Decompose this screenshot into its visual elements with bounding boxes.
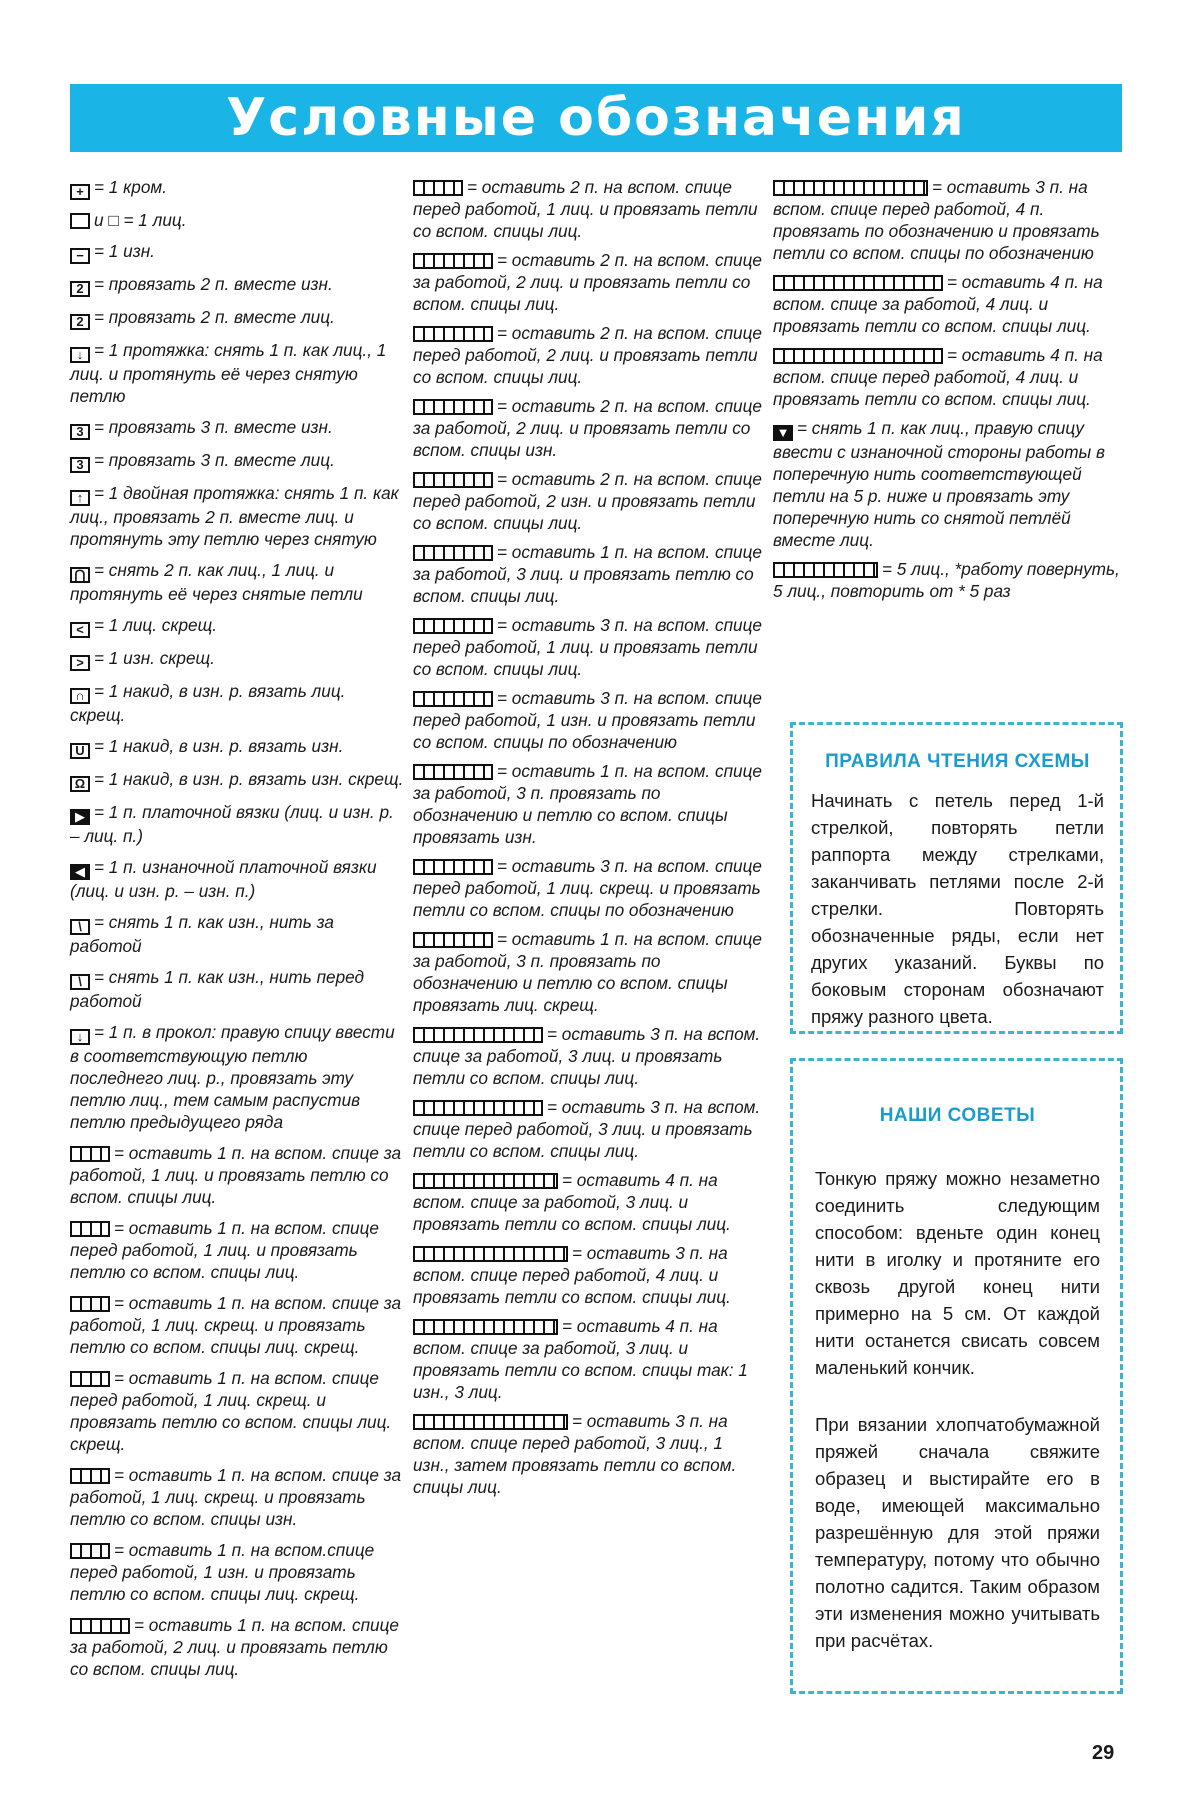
knitting-symbol-icon xyxy=(413,1173,558,1189)
legend-entry xyxy=(70,856,405,902)
legend-column-3 xyxy=(773,176,1123,609)
knitting-symbol-icon xyxy=(70,1468,110,1484)
legend-entry xyxy=(70,647,405,671)
legend-text: = 1 п. в прокол: правую спицу ввести в соответствующую петлю последнего лиц. р., провязать эту петлю лиц., тем самым распустив петлю предыдущего ряда xyxy=(70,1022,395,1132)
legend-column-2 xyxy=(413,176,763,1505)
legend-entry xyxy=(70,1367,405,1455)
legend-entry xyxy=(70,768,405,792)
legend-text: = оставить 1 п. на вспом.спице перед работой, 1 изн. и провязать петлю со вспом. спицы лиц. скрещ. xyxy=(70,1540,375,1604)
legend-entry xyxy=(413,687,763,753)
legend-entry xyxy=(70,1292,405,1358)
legend-entry xyxy=(70,273,405,297)
legend-entry xyxy=(413,1169,763,1235)
knitting-symbol-icon: ▶ xyxy=(70,809,90,825)
knitting-symbol-icon xyxy=(70,1146,110,1162)
legend-entry xyxy=(413,1242,763,1308)
tips-box xyxy=(790,1058,1123,1694)
legend-text: и □ = 1 лиц. xyxy=(94,210,187,230)
knitting-symbol-icon xyxy=(413,399,493,415)
knitting-symbol-icon xyxy=(413,764,493,780)
legend-text: = 1 п. платочной вязки (лиц. и изн. р. – лиц. п.) xyxy=(70,802,394,846)
reading-rules-box xyxy=(790,722,1123,1034)
legend-text: = оставить 2 п. на вспом. спице за работой, 2 лиц. и провязать петли со вспом. спицы изн. xyxy=(413,396,762,460)
knitting-symbol-icon: \ xyxy=(70,974,90,990)
legend-text: = 1 кром. xyxy=(94,177,167,197)
knitting-symbol-icon xyxy=(413,1246,568,1262)
legend-entry xyxy=(70,209,405,231)
legend-text: = оставить 1 п. на вспом. спице за работой, 1 лиц. и провязать петлю со вспом. спицы лиц. xyxy=(70,1143,402,1207)
legend-text: = оставить 2 п. на вспом. спице перед работой, 1 лиц. и провязать петли со вспом. спицы лиц. xyxy=(413,177,758,241)
knitting-symbol-icon xyxy=(70,1371,110,1387)
tips-paragraph-1: Тонкую пряжу можно незаметно соединить следующим способом: вденьте один конец нити в иголку и протяните его сквозь другой конец нити примерно на 5 см. От каждой нити останется свисать совсем маленький кончик. xyxy=(815,1168,1100,1378)
knitting-symbol-icon xyxy=(413,326,493,342)
legend-text: = оставить 1 п. на вспом. спице за работой, 3 п. провязать по обозначению и петлю со вспом. спицы провязать изн. xyxy=(413,761,762,847)
knitting-symbol-icon xyxy=(773,180,928,196)
legend-text: = оставить 1 п. на вспом. спице перед работой, 1 лиц. скрещ. и провязать петлю со вспом. спицы лиц. скрещ. xyxy=(70,1368,392,1454)
legend-entry xyxy=(70,416,405,440)
legend-text: = оставить 1 п. на вспом. спице за работой, 3 п. провязать по обозначению и петлю со вспом. спицы провязать лиц. скрещ. xyxy=(413,929,762,1015)
knitting-symbol-icon xyxy=(773,348,943,364)
knitting-symbol-icon xyxy=(413,545,493,561)
legend-entry xyxy=(70,306,405,330)
legend-text: = оставить 3 п. на вспом. спице перед работой, 4 лиц. и провязать петли со вспом. спицы лиц. xyxy=(413,1243,731,1307)
legend-text: = оставить 1 п. на вспом. спице за работой, 3 лиц. и провязать петлю со вспом. спицы лиц. xyxy=(413,542,762,606)
knitting-symbol-icon: ∩ xyxy=(70,688,90,704)
legend-entry xyxy=(413,541,763,607)
legend-text: = оставить 3 п. на вспом. спице перед работой, 4 п. провязать по обозначению и провязать петли со вспом. спицы по обозначению xyxy=(773,177,1100,263)
reading-rules-title: ПРАВИЛА ЧТЕНИЯ СХЕМЫ xyxy=(825,751,1090,772)
knitting-symbol-icon: − xyxy=(70,248,90,264)
legend-entry xyxy=(413,249,763,315)
legend-text: = оставить 4 п. на вспом. спице за работой, 4 лиц. и провязать петли со вспом. спицы лиц. xyxy=(773,272,1103,336)
legend-text: = оставить 3 п. на вспом. спице за работой, 3 лиц. и провязать петли со вспом. спицы лиц. xyxy=(413,1024,761,1088)
legend-text: = 1 накид, в изн. р. вязать изн. xyxy=(94,736,344,756)
legend-text: = провязать 2 п. вместе лиц. xyxy=(94,307,335,327)
knitting-symbol-icon: + xyxy=(70,184,90,200)
legend-text: = 5 лиц., *работу повернуть, 5 лиц., повторить от * 5 раз xyxy=(773,559,1120,601)
knitting-symbol-icon: ↓ xyxy=(70,1029,90,1045)
knitting-symbol-icon xyxy=(413,180,463,196)
legend-text: = снять 1 п. как изн., нить за работой xyxy=(70,912,334,956)
knitting-symbol-icon: ▼ xyxy=(773,425,793,441)
knitting-symbol-icon xyxy=(413,618,493,634)
legend-entry xyxy=(70,1217,405,1283)
legend-column-1 xyxy=(70,176,405,1689)
legend-entry xyxy=(70,735,405,759)
knitting-symbol-icon xyxy=(413,691,493,707)
tips-paragraph-2: При вязании хлопчатобумажной пряжей сначала свяжите образец и выстирайте его в воде, имеющей максимально разрешённую для этой пряжи температуру, потому что обычно полотно садится. Таким образом эти изменения можно учитывать при расчётах. xyxy=(815,1414,1100,1651)
knitting-symbol-icon xyxy=(413,472,493,488)
knitting-symbol-icon: 3 xyxy=(70,424,90,440)
legend-entry xyxy=(413,1410,763,1498)
knitting-symbol-icon xyxy=(773,562,878,578)
legend-text: = снять 1 п. как лиц., правую спицу ввести с изнаночной стороны работы в поперечную нить соответствующей петли на 5 р. ниже и провязать эту поперечную нить со снятой петлёй вместе лиц. xyxy=(773,418,1105,550)
knitting-symbol-icon xyxy=(413,253,493,269)
legend-entry xyxy=(70,240,405,264)
legend-text: = провязать 2 п. вместе изн. xyxy=(94,274,333,294)
legend-text: = оставить 3 п. на вспом. спице перед работой, 3 лиц. и провязать петли со вспом. спицы лиц. xyxy=(413,1097,761,1161)
knitting-symbol-icon xyxy=(413,932,493,948)
legend-text: = оставить 2 п. на вспом. спице перед работой, 2 изн. и провязать петли со вспом. спицы лиц. xyxy=(413,469,762,533)
legend-text: = оставить 4 п. на вспом. спице перед работой, 4 лиц. и провязать петли со вспом. спицы лиц. xyxy=(773,345,1103,409)
knitting-symbol-icon: 2 xyxy=(70,281,90,297)
legend-entry xyxy=(413,468,763,534)
legend-text: = 1 двойная протяжка: снять 1 п. как лиц., провязать 2 п. вместе лиц. и протянуть эту петлю через снятую xyxy=(70,483,399,549)
knitting-symbol-icon: 2 xyxy=(70,314,90,330)
knitting-symbol-icon xyxy=(413,1319,558,1335)
knitting-symbol-icon xyxy=(70,1618,130,1634)
legend-text: = 1 накид, в изн. р. вязать изн. скрещ. xyxy=(94,769,404,789)
reading-rules-text: Начинать с петель перед 1-й стрелкой, повторять петли раппорта между стрелками, заканчивать петлями после 2-й стрелки. Повторять обозначенные ряды, если нет других указаний. Буквы по боковым сторонам обозначают пряжу разного цвета. xyxy=(811,790,1104,1027)
knitting-symbol-icon xyxy=(413,859,493,875)
knitting-symbol-icon: ↓ xyxy=(70,347,90,363)
page-number: 29 xyxy=(1092,1742,1115,1764)
legend-text: = 1 изн. скрещ. xyxy=(94,648,215,668)
legend-entry xyxy=(413,322,763,388)
legend-entry xyxy=(773,176,1123,264)
legend-text: = оставить 4 п. на вспом. спице за работой, 3 лиц. и провязать петли со вспом. спицы так: 1 изн., 3 лиц. xyxy=(413,1316,748,1402)
legend-entry xyxy=(413,395,763,461)
knitting-symbol-icon xyxy=(70,1296,110,1312)
page-title: Условные обозначения xyxy=(226,88,966,148)
knitting-symbol-icon xyxy=(773,275,943,291)
knitting-symbol-icon: ↑ xyxy=(70,490,90,506)
legend-entry xyxy=(70,911,405,957)
legend-text: = 1 изн. xyxy=(94,241,155,261)
knitting-symbol-icon: < xyxy=(70,622,90,638)
legend-entry xyxy=(773,417,1123,551)
legend-entry xyxy=(70,559,405,605)
legend-entry xyxy=(413,614,763,680)
legend-text: = оставить 1 п. на вспом. спице за работой, 1 лиц. скрещ. и провязать петлю со вспом. спицы изн. xyxy=(70,1465,402,1529)
knitting-symbol-icon: \ xyxy=(70,919,90,935)
legend-text: = оставить 4 п. на вспом. спице за работой, 3 лиц. и провязать петли со вспом. спицы лиц. xyxy=(413,1170,731,1234)
legend-entry xyxy=(70,449,405,473)
knitting-symbol-icon xyxy=(413,1414,568,1430)
legend-text: = провязать 3 п. вместе лиц. xyxy=(94,450,335,470)
knitting-symbol-icon: ◀ xyxy=(70,864,90,880)
legend-text: = оставить 3 п. на вспом. спице перед работой, 1 лиц. и провязать петли со вспом. спицы лиц. xyxy=(413,615,762,679)
legend-text: = снять 1 п. как изн., нить перед работой xyxy=(70,967,365,1011)
legend-entry xyxy=(70,339,405,407)
knitting-symbol-icon xyxy=(70,1221,110,1237)
knitting-symbol-icon: Ω xyxy=(70,776,90,792)
legend-entry xyxy=(413,1023,763,1089)
legend-text: = оставить 1 п. на вспом. спице за работой, 1 лиц. скрещ. и провязать петлю со вспом. спицы лиц. скрещ. xyxy=(70,1293,402,1357)
legend-text: = 1 лиц. скрещ. xyxy=(94,615,218,635)
legend-text: = 1 накид, в изн. р. вязать лиц. скрещ. xyxy=(70,681,346,725)
legend-entry xyxy=(70,1464,405,1530)
legend-text: = провязать 3 п. вместе изн. xyxy=(94,417,333,437)
legend-entry xyxy=(413,1315,763,1403)
legend-entry xyxy=(413,760,763,848)
legend-entry xyxy=(70,680,405,726)
legend-entry xyxy=(70,801,405,847)
knitting-symbol-icon: 3 xyxy=(70,457,90,473)
legend-entry xyxy=(413,1096,763,1162)
legend-text: = оставить 3 п. на вспом. спице перед работой, 1 лиц. скрещ. и провязать петли со вспом. спицы по обозначению xyxy=(413,856,762,920)
legend-entry xyxy=(773,344,1123,410)
legend-entry xyxy=(773,271,1123,337)
legend-entry xyxy=(413,855,763,921)
legend-entry xyxy=(70,966,405,1012)
knitting-symbol-icon: U xyxy=(70,743,90,759)
legend-entry xyxy=(70,482,405,550)
legend-text: = оставить 3 п. на вспом. спице перед работой, 1 изн. и провязать петли со вспом. спицы по обозначению xyxy=(413,688,762,752)
knitting-symbol-icon: > xyxy=(70,655,90,671)
legend-entry xyxy=(70,1614,405,1680)
legend-text: = 1 п. изнаночной платочной вязки (лиц. и изн. р. – изн. п.) xyxy=(70,857,377,901)
legend-text: = снять 2 п. как лиц., 1 лиц. и протянуть её через снятые петли xyxy=(70,560,363,604)
legend-entry xyxy=(70,614,405,638)
legend-entry xyxy=(70,1539,405,1605)
legend-entry xyxy=(413,928,763,1016)
legend-text: = 1 протяжка: снять 1 п. как лиц., 1 лиц. и протянуть её через снятую петлю xyxy=(70,340,387,406)
title-banner xyxy=(70,84,1122,152)
legend-entry xyxy=(773,558,1123,602)
legend-entry xyxy=(70,1021,405,1133)
legend-text: = оставить 2 п. на вспом. спице перед работой, 2 лиц. и провязать петли со вспом. спицы лиц. xyxy=(413,323,762,387)
knitting-symbol-icon xyxy=(70,213,90,229)
knitting-symbol-icon: ⋂ xyxy=(70,567,90,583)
legend-text: = оставить 2 п. на вспом. спице за работой, 2 лиц. и провязать петли со вспом. спицы лиц. xyxy=(413,250,762,314)
legend-text: = оставить 1 п. на вспом. спице за работой, 2 лиц. и провязать петлю со вспом. спицы лиц. xyxy=(70,1615,399,1679)
legend-text: = оставить 1 п. на вспом. спице перед работой, 1 лиц. и провязать петлю со вспом. спицы лиц. xyxy=(70,1218,379,1282)
legend-text: = оставить 3 п. на вспом. спице перед работой, 3 лиц., 1 изн., затем провязать петли со вспом. спицы лиц. xyxy=(413,1411,737,1497)
tips-title: НАШИ СОВЕТЫ xyxy=(879,1105,1036,1126)
knitting-symbol-icon xyxy=(413,1100,543,1116)
legend-entry xyxy=(413,176,763,242)
legend-entry xyxy=(70,176,405,200)
knitting-symbol-icon xyxy=(413,1027,543,1043)
knitting-symbol-icon xyxy=(70,1543,110,1559)
legend-entry xyxy=(70,1142,405,1208)
